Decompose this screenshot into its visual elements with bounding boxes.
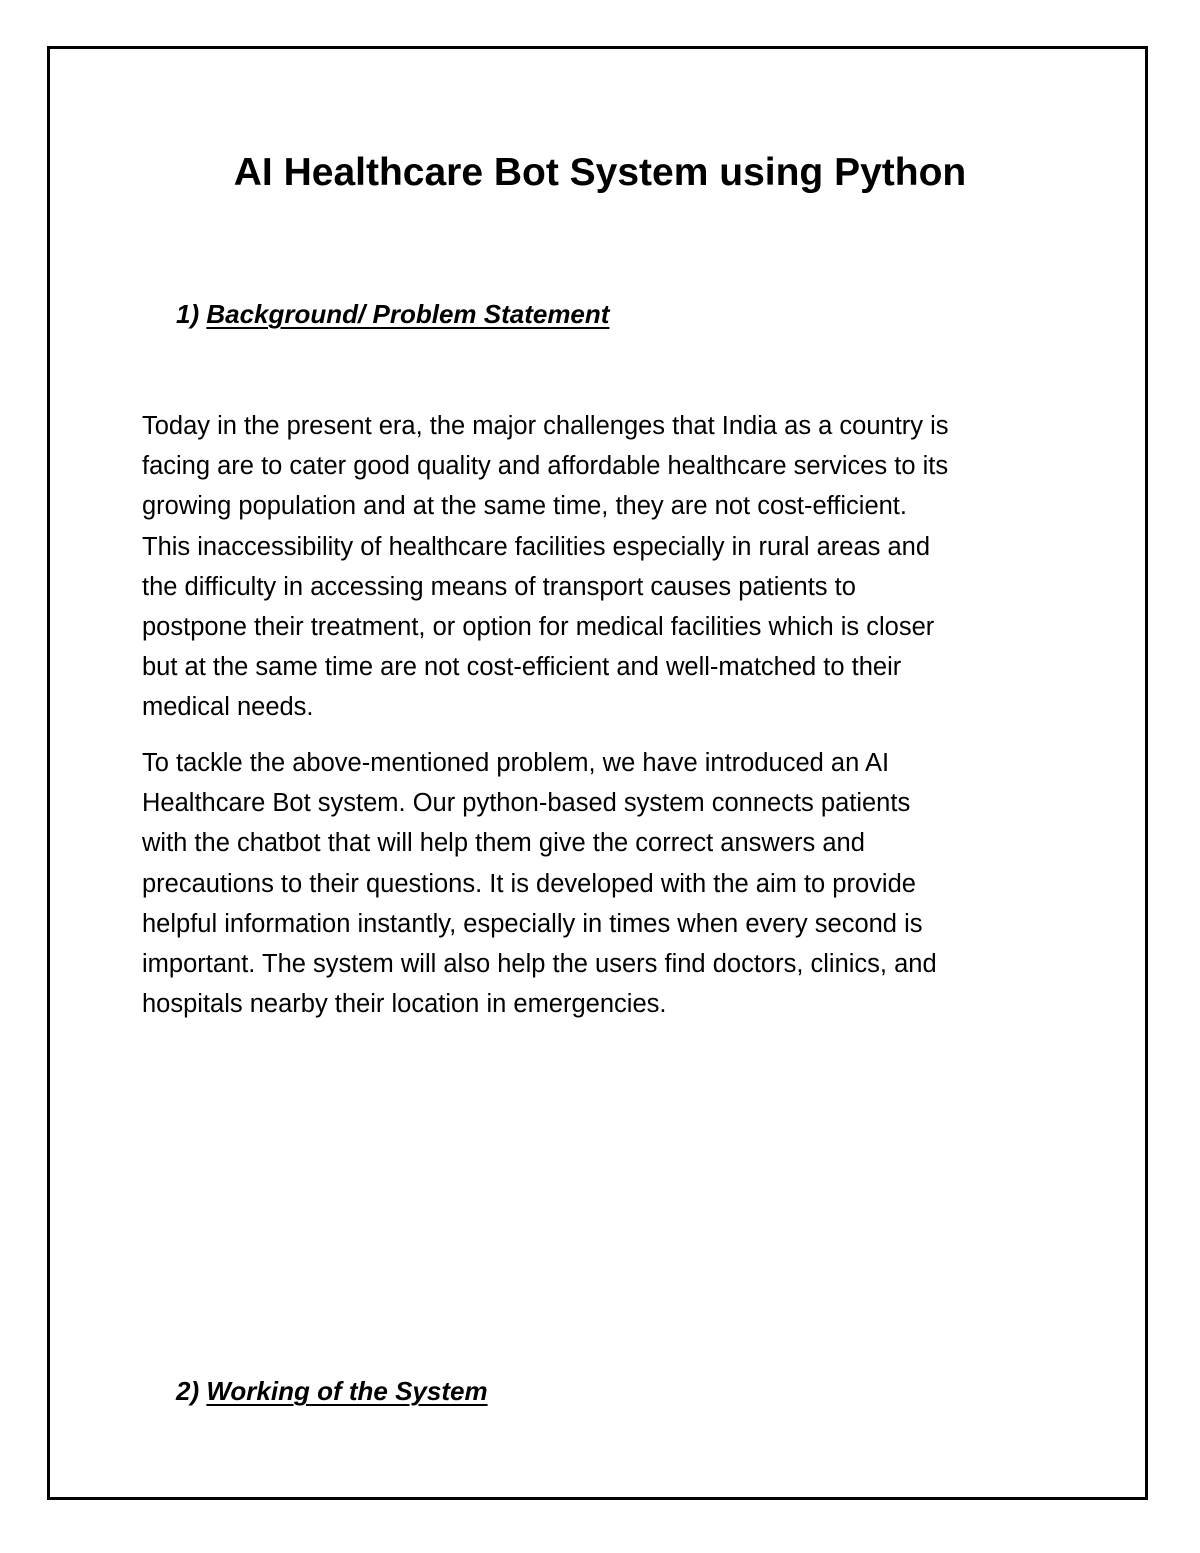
text-line: but at the same time are not cost-efficient and well-matched to their — [142, 653, 902, 682]
paragraph-problem-statement — [142, 406, 1062, 728]
text-line: helpful information instantly, especially in times when every second is — [142, 909, 923, 938]
paragraph-solution — [142, 743, 1062, 1024]
text-line: medical needs. — [142, 693, 314, 722]
text-line: postpone their treatment, or option for medical facilities which is closer — [142, 613, 935, 642]
text-line: precautions to their questions. It is developed with the aim to provide — [142, 869, 916, 898]
section-number: 2) — [176, 1376, 200, 1406]
section-heading-text: Working of the System — [206, 1376, 488, 1406]
text-line: Healthcare Bot system. Our python-based system connects patients — [142, 789, 911, 818]
section-number: 1) — [176, 299, 200, 329]
text-line: To tackle the above-mentioned problem, we have introduced an AI — [142, 749, 890, 777]
text-line: This inaccessibility of healthcare facilities especially in rural areas and — [142, 532, 931, 561]
text-line: facing are to cater good quality and affordable healthcare services to its — [142, 452, 949, 481]
text-line: with the chatbot that will help them give the correct answers and — [142, 829, 865, 858]
text-line: the difficulty in accessing means of transport causes patients to — [142, 572, 856, 601]
section-heading-text: Background/ Problem Statement — [206, 299, 610, 329]
text-line: hospitals nearby their location in emergencies. — [142, 990, 667, 1019]
document-title: AI Healthcare Bot System using Python — [233, 151, 967, 194]
section-heading-working — [176, 1374, 488, 1408]
text-line: growing population and at the same time, they are not cost-efficient. — [142, 492, 907, 521]
section-heading-background — [176, 297, 609, 331]
text-line: important. The system will also help the users find doctors, clinics, and — [142, 950, 937, 979]
text-line: Today in the present era, the major challenges that India as a country is — [142, 412, 949, 440]
